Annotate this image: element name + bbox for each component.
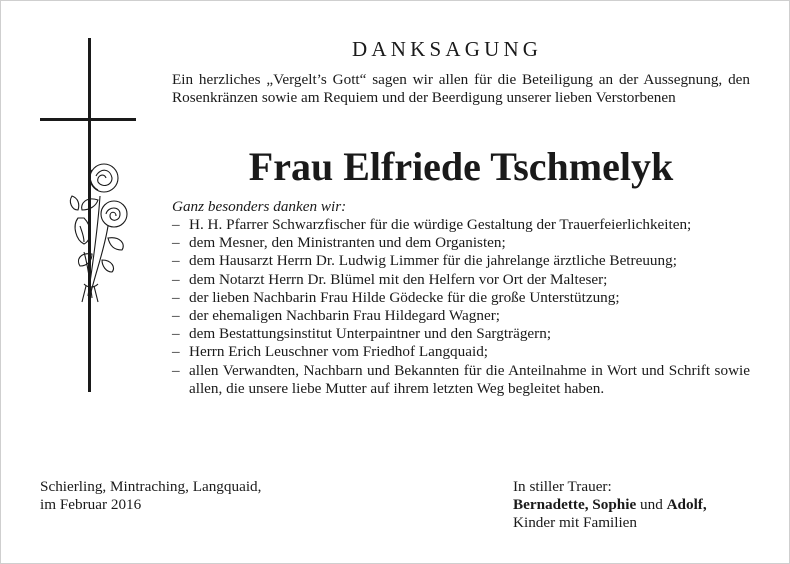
mourning-label: In stiller Trauer: xyxy=(513,478,612,495)
intro-text: Ein herzliches „Vergelt’s Gott“ sagen wir allen für die Beteiligung an der Aussegnung, den Rosenkränzen sowie am Requiem und der Beerdigung unserer lieben Verstorbenen xyxy=(172,71,750,107)
cross-horizontal-beam xyxy=(40,118,136,121)
mourners-line xyxy=(513,496,707,514)
mourner-separator: , xyxy=(584,496,593,513)
thanks-item: – dem Bestattungsinstitut Unterpaintner und den Sargträgern; xyxy=(172,325,750,343)
roses-icon xyxy=(58,156,140,306)
thanks-item: – dem Mesner, den Ministranten und dem Organisten; xyxy=(172,234,750,252)
thanks-item: – dem Notarzt Herrn Dr. Blümel mit den Helfern vor Ort der Malteser; xyxy=(172,271,750,289)
mourner-conjunction: und xyxy=(636,496,667,513)
thanks-item: – der ehemaligen Nachbarin Frau Hildegard Wagner; xyxy=(172,307,750,325)
date-line: im Februar 2016 xyxy=(40,496,142,513)
mourner-name: Adolf xyxy=(666,496,703,513)
thanks-item: – Herrn Erich Leuschner vom Friedhof Langquaid; xyxy=(172,343,750,361)
thanks-item: – der lieben Nachbarin Frau Hilde Gödecke für die große Unterstützung; xyxy=(172,289,750,307)
mourner-name: Sophie xyxy=(592,496,637,513)
thanks-item: – dem Hausarzt Herrn Dr. Ludwig Limmer für die jahrelange ärztliche Betreuung; xyxy=(172,252,750,270)
thanks-heading: Ganz besonders danken wir: xyxy=(172,198,347,215)
heading-danksagung: DANKSAGUNG xyxy=(352,37,543,61)
thanks-item: – H. H. Pfarrer Schwarzfischer für die würdige Gestaltung der Trauerfeierlichkeiten; xyxy=(172,216,750,234)
mourner-name: Bernadette xyxy=(513,496,585,513)
deceased-name: Frau Elfriede Tschmelyk xyxy=(248,144,674,189)
mourner-end: , xyxy=(702,496,707,513)
place-line: Schierling, Mintraching, Langquaid, xyxy=(40,478,262,495)
family-line: Kinder mit Familien xyxy=(513,514,638,531)
thanks-item: – allen Verwandten, Nachbarn und Bekannten für die Anteilnahme in Wort und Schrift sowie allen, die unsere liebe Mutter auf ihrem letzten Weg begleitet haben. xyxy=(172,362,750,398)
thanks-list xyxy=(172,216,750,398)
